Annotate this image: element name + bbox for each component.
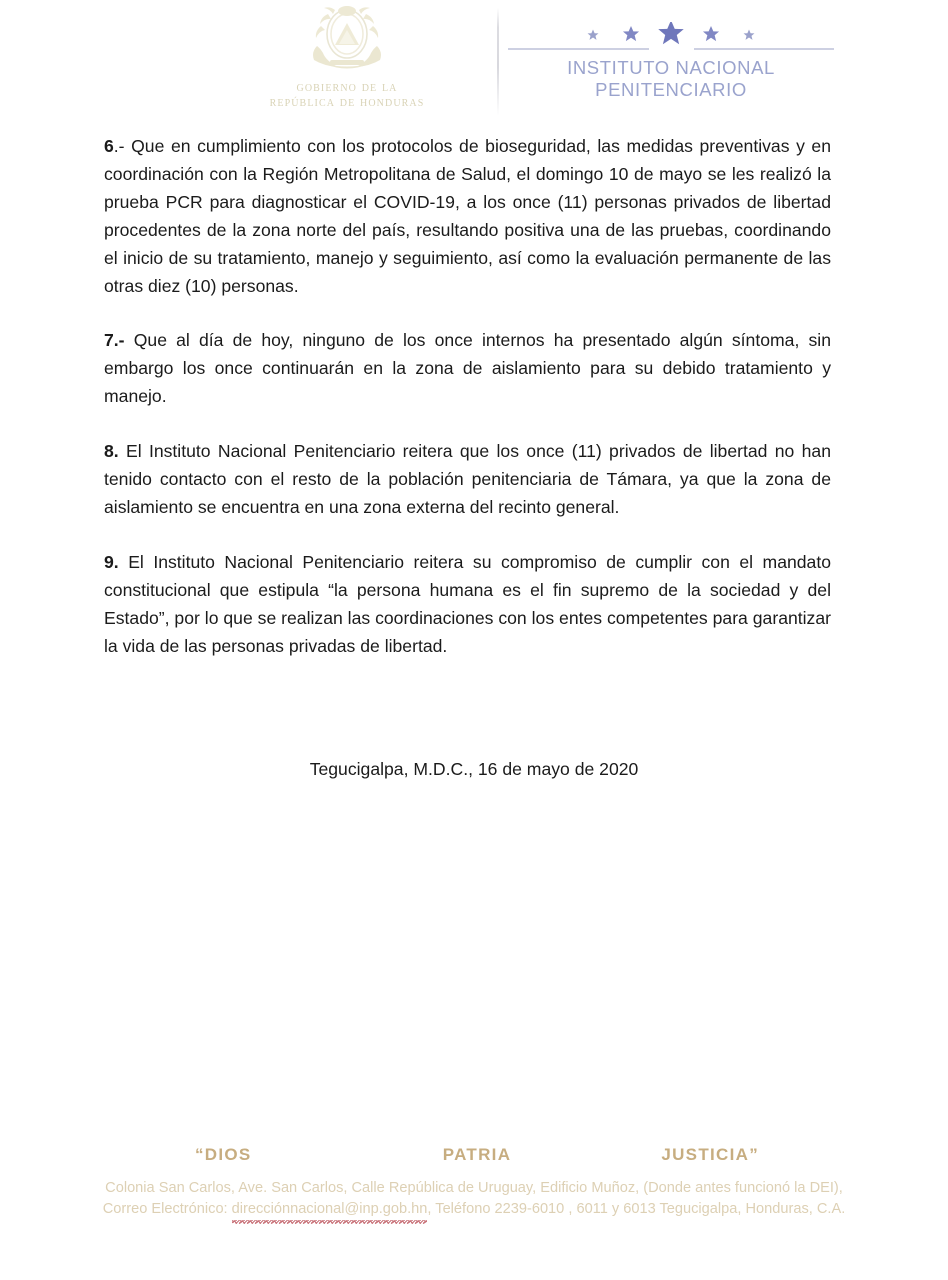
paragraph-7-separator <box>125 330 134 350</box>
paragraph-9-text: El Instituto Nacional Penitenciario reitera su compromiso de cumplir con el mandato constitucional que estipula “la persona humana es el fin supremo de la sociedad y del Estado”, por lo que se realizan las coordinaciones con los entes competentes para garantizar la vida de las personas privadas de libertad. <box>104 552 832 656</box>
government-title <box>212 80 482 110</box>
email-text: direcciónnacional@inp.gob.hn <box>231 1201 428 1217</box>
motto <box>0 1145 948 1165</box>
address-line-1: Colonia San Carlos, Ave. San Carlos, Calle República de Uruguay, Edificio Muñoz, (Donde antes funcionó la DEI), <box>105 1180 843 1196</box>
motto-word-patria: PATRIA <box>442 1145 512 1164</box>
paragraph-8 <box>104 437 831 521</box>
paragraph-6-separator: .- <box>113 136 132 156</box>
email-address[interactable] <box>232 1199 428 1223</box>
paragraph-9 <box>104 548 831 660</box>
letterhead <box>0 0 948 128</box>
inp-name <box>506 57 836 101</box>
paragraph-6-text: Que en cumplimiento con los protocolos de bioseguridad, las medidas preventivas y en coordinación con la Región Metropolitana de Salud, el domingo 10 de mayo se les realizó la prueba PCR para diagnosticar el COVID-19, a los once (11) personas privados de libertad procedentes de la zona norte del país, resultando positiva una de las pruebas, coordinando el inicio de su tratamiento, manejo y seguimiento, así como la evaluación permanente de las otras diez (10) personas. <box>104 136 831 296</box>
motto-word-dios: “DIOS <box>195 1145 252 1164</box>
paragraph-7 <box>104 326 831 410</box>
government-title-line2: república de honduras <box>269 94 425 110</box>
government-logo <box>212 4 482 110</box>
paragraph-6 <box>104 132 831 300</box>
paragraph-8-separator <box>119 441 126 461</box>
paragraph-9-separator <box>119 552 129 572</box>
date-line: Tegucigalpa, M.D.C., 16 de mayo de 2020 <box>309 759 639 779</box>
paragraph-9-number: 9. <box>104 552 119 572</box>
paragraph-7-number: 7.- <box>104 330 125 350</box>
phone-info: , Teléfono 2239-6010 , 6011 y 6013 Tegucigalpa, Honduras, C.A. <box>427 1201 846 1217</box>
motto-word-justicia: JUSTICIA” <box>661 1145 759 1164</box>
paragraph-6-number: 6 <box>104 136 114 156</box>
document-body <box>104 132 831 686</box>
paragraph-8-number: 8. <box>104 441 119 461</box>
inp-name-line1: INSTITUTO NACIONAL <box>567 57 775 78</box>
email-label: Correo Electrónico: <box>102 1201 232 1217</box>
honduras-coat-of-arms-icon <box>297 4 397 78</box>
five-stars-icon <box>506 22 836 50</box>
inp-rule <box>506 48 836 51</box>
paragraph-7-text: Que al día de hoy, ninguno de los once internos ha presentado algún síntoma, sin embargo los once continuarán en la zona de aislamiento para su debido tratamiento y manejo. <box>104 330 831 406</box>
inp-name-line2: PENITENCIARIO <box>595 79 747 100</box>
footer-address <box>0 1178 948 1223</box>
government-title-line1: gobierno de la <box>296 79 398 95</box>
address-line-2 <box>0 1199 948 1223</box>
spellcheck-squiggle-icon <box>232 1219 428 1224</box>
inp-logo <box>506 22 836 101</box>
header-divider <box>497 8 499 116</box>
paragraph-8-text: El Instituto Nacional Penitenciario reitera que los once (11) privados de libertad no han tenido contacto con el resto de la población penitenciaria de Támara, ya que la zona de aislamiento se encuentra en una zona externa del recinto general. <box>104 441 831 517</box>
